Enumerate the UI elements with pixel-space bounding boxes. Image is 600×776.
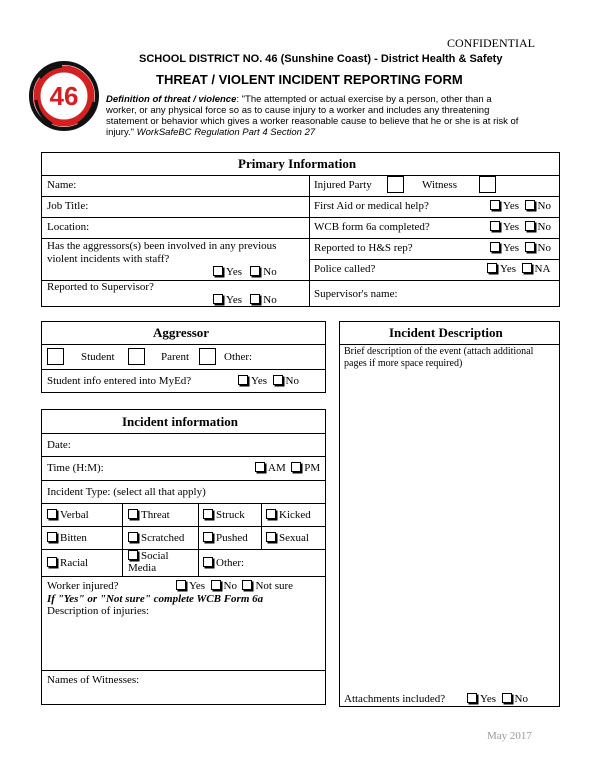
no-label: No bbox=[537, 200, 551, 212]
student-checkbox[interactable] bbox=[47, 348, 64, 365]
confidential-label: CONFIDENTIAL bbox=[447, 36, 535, 50]
name-field[interactable]: Name: bbox=[47, 179, 77, 191]
first-aid-yes-checkbox[interactable] bbox=[490, 200, 500, 210]
type-struck[interactable] bbox=[203, 509, 245, 521]
definition-line-3: statement or behavior which gives a worker reasonable cause to believe that he or she is at risk of bbox=[106, 116, 519, 127]
pushed-checkbox[interactable] bbox=[203, 532, 213, 542]
district-logo bbox=[28, 60, 100, 132]
verbal-label: Verbal bbox=[60, 509, 89, 521]
type-racial[interactable] bbox=[47, 557, 88, 569]
injured-no-checkbox[interactable] bbox=[211, 580, 221, 590]
parent-checkbox[interactable] bbox=[128, 348, 145, 365]
no-label: No bbox=[537, 242, 551, 254]
first-aid-label: First Aid or medical help? bbox=[314, 200, 429, 212]
definition-label: Definition of threat / violence bbox=[106, 94, 237, 105]
primary-information-title: Primary Information bbox=[238, 156, 357, 171]
aggressor-history-yes-checkbox[interactable] bbox=[213, 266, 223, 276]
other-type-label: Other: bbox=[216, 557, 245, 569]
racial-checkbox[interactable] bbox=[47, 557, 57, 567]
supervisor-name-field[interactable]: Supervisor's name: bbox=[314, 288, 398, 300]
reported-supervisor-no-checkbox[interactable] bbox=[250, 294, 260, 304]
scratched-label: Scratched bbox=[141, 532, 185, 544]
aggressor-history-label-2: violent incidents with staff? bbox=[47, 253, 170, 265]
reported-hs-yes-checkbox[interactable] bbox=[490, 242, 500, 252]
media-label: Media bbox=[128, 562, 157, 574]
attachments-no-checkbox[interactable] bbox=[502, 693, 512, 703]
police-na-checkbox[interactable] bbox=[522, 263, 532, 273]
verbal-checkbox[interactable] bbox=[47, 509, 57, 519]
social-label: Social bbox=[141, 550, 169, 562]
yes-label: Yes bbox=[500, 263, 517, 275]
first-aid-no-checkbox[interactable] bbox=[525, 200, 535, 210]
other-checkbox[interactable] bbox=[199, 348, 216, 365]
injured-yes-checkbox[interactable] bbox=[176, 580, 186, 590]
no-label: No bbox=[263, 266, 277, 278]
myed-yes-checkbox[interactable] bbox=[238, 375, 248, 385]
other-type-checkbox[interactable] bbox=[203, 557, 213, 567]
no-label: No bbox=[223, 580, 237, 592]
yes-label: Yes bbox=[226, 294, 243, 306]
witness-label: Witness bbox=[422, 179, 457, 191]
witnesses-field[interactable]: Names of Witnesses: bbox=[47, 674, 140, 686]
type-verbal[interactable] bbox=[47, 509, 89, 521]
incident-type-label: Incident Type: (select all that apply) bbox=[47, 486, 206, 498]
yes-label: Yes bbox=[480, 693, 497, 705]
no-label: No bbox=[263, 294, 277, 306]
location-field[interactable]: Location: bbox=[47, 221, 90, 233]
bitten-label: Bitten bbox=[60, 532, 87, 544]
myed-no-checkbox[interactable] bbox=[273, 375, 283, 385]
time-field[interactable]: Time (H:M): bbox=[47, 462, 104, 474]
type-sexual[interactable] bbox=[266, 532, 309, 544]
attachments-label: Attachments included? bbox=[344, 693, 446, 705]
wcb-form-options bbox=[490, 221, 551, 233]
police-yes-checkbox[interactable] bbox=[487, 263, 497, 273]
no-label: No bbox=[537, 221, 551, 233]
type-social-media[interactable] bbox=[128, 550, 169, 574]
attachments-options bbox=[467, 693, 528, 705]
kicked-label: Kicked bbox=[279, 509, 311, 521]
first-aid-options bbox=[490, 200, 551, 212]
definition-line-4: injury." bbox=[106, 127, 137, 138]
definition-line-2: worker, or any physical force so as to cause injury to a worker and includes any threatening bbox=[106, 105, 490, 116]
racial-label: Racial bbox=[60, 557, 89, 569]
other-label: Other: bbox=[224, 351, 253, 363]
reported-hs-no-checkbox[interactable] bbox=[525, 242, 535, 252]
aggressor-title: Aggressor bbox=[153, 325, 210, 340]
incident-description-textarea[interactable] bbox=[344, 374, 554, 684]
reported-supervisor-label: Reported to Supervisor? bbox=[47, 281, 154, 293]
yes-label: Yes bbox=[503, 200, 520, 212]
yes-label: Yes bbox=[251, 375, 268, 387]
yes-label: Yes bbox=[503, 221, 520, 233]
type-bitten[interactable] bbox=[47, 532, 87, 544]
definition-reference: WorkSafeBC Regulation Part 4 Section 27 bbox=[136, 127, 316, 138]
witness-checkbox[interactable] bbox=[479, 176, 496, 193]
na-label: NA bbox=[534, 263, 551, 275]
no-label: No bbox=[285, 375, 299, 387]
injured-party-label: Injured Party bbox=[314, 179, 372, 191]
sexual-checkbox[interactable] bbox=[266, 532, 276, 542]
myed-options bbox=[238, 375, 299, 387]
sexual-label: Sexual bbox=[279, 532, 309, 544]
police-called-options bbox=[487, 263, 550, 275]
injury-note: If "Yes" or "Not sure" complete WCB Form 6a bbox=[47, 593, 264, 605]
brief-description-label-1: Brief description of the event (attach additional bbox=[344, 346, 534, 357]
scratched-checkbox[interactable] bbox=[128, 532, 138, 542]
aggressor-history-options bbox=[213, 266, 277, 278]
type-threat[interactable] bbox=[128, 509, 170, 521]
definition-line-1: : "The attempted or actual exercise by a person, other than a bbox=[236, 94, 492, 105]
form-title: THREAT / VIOLENT INCIDENT REPORTING FORM bbox=[156, 72, 463, 87]
am-label: AM bbox=[268, 462, 286, 474]
pm-checkbox[interactable] bbox=[291, 462, 301, 472]
brief-description-label-2: pages if more space required) bbox=[344, 358, 463, 369]
type-other[interactable] bbox=[203, 557, 244, 569]
kicked-checkbox[interactable] bbox=[266, 509, 276, 519]
wcb-form-yes-checkbox[interactable] bbox=[490, 221, 500, 231]
injury-description-field[interactable]: Description of injuries: bbox=[47, 605, 150, 617]
wcb-form-no-checkbox[interactable] bbox=[525, 221, 535, 231]
threat-label: Threat bbox=[141, 509, 170, 521]
yes-label: Yes bbox=[226, 266, 243, 278]
type-kicked[interactable] bbox=[266, 509, 311, 521]
type-pushed[interactable] bbox=[203, 532, 248, 544]
logo-number: 46 bbox=[49, 81, 79, 111]
threat-checkbox[interactable] bbox=[128, 509, 138, 519]
am-pm-options bbox=[255, 462, 320, 474]
footer-date: May 2017 bbox=[487, 730, 532, 742]
type-scratched[interactable] bbox=[128, 532, 184, 544]
injured-not-sure-checkbox[interactable] bbox=[242, 580, 252, 590]
wcb-form-label: WCB form 6a completed? bbox=[314, 221, 430, 233]
worker-injured-options bbox=[176, 580, 293, 592]
no-label: No bbox=[514, 693, 528, 705]
reported-supervisor-options bbox=[213, 294, 277, 306]
aggressor-history-label-1: Has the aggressors(s) been involved in any previous bbox=[47, 240, 277, 252]
incident-information-title: Incident information bbox=[122, 414, 238, 429]
attachments-yes-checkbox[interactable] bbox=[467, 693, 477, 703]
yes-label: Yes bbox=[189, 580, 206, 592]
job-title-field[interactable]: Job Title: bbox=[47, 200, 89, 212]
incident-description-title: Incident Description bbox=[389, 325, 503, 340]
injured-party-checkbox[interactable] bbox=[387, 176, 404, 193]
not-sure-label: Not sure bbox=[255, 580, 294, 592]
pm-label: PM bbox=[304, 462, 321, 474]
definition-block bbox=[106, 94, 546, 138]
social-media-checkbox[interactable] bbox=[128, 550, 138, 560]
aggressor-history-no-checkbox[interactable] bbox=[250, 266, 260, 276]
reported-hs-options bbox=[490, 242, 551, 254]
reported-supervisor-yes-checkbox[interactable] bbox=[213, 294, 223, 304]
district-heading: SCHOOL DISTRICT NO. 46 (Sunshine Coast) - District Health & Safety bbox=[139, 53, 503, 65]
parent-label: Parent bbox=[161, 351, 190, 363]
worker-injured-label: Worker injured? bbox=[47, 580, 119, 592]
pushed-label: Pushed bbox=[216, 532, 248, 544]
reported-hs-label: Reported to H&S rep? bbox=[314, 242, 413, 254]
struck-label: Struck bbox=[216, 509, 245, 521]
am-checkbox[interactable] bbox=[255, 462, 265, 472]
myed-label: Student info entered into MyEd? bbox=[47, 375, 192, 387]
date-field[interactable]: Date: bbox=[47, 439, 71, 451]
yes-label: Yes bbox=[503, 242, 520, 254]
student-label: Student bbox=[81, 351, 115, 363]
police-called-label: Police called? bbox=[314, 263, 376, 275]
bitten-checkbox[interactable] bbox=[47, 532, 57, 542]
struck-checkbox[interactable] bbox=[203, 509, 213, 519]
